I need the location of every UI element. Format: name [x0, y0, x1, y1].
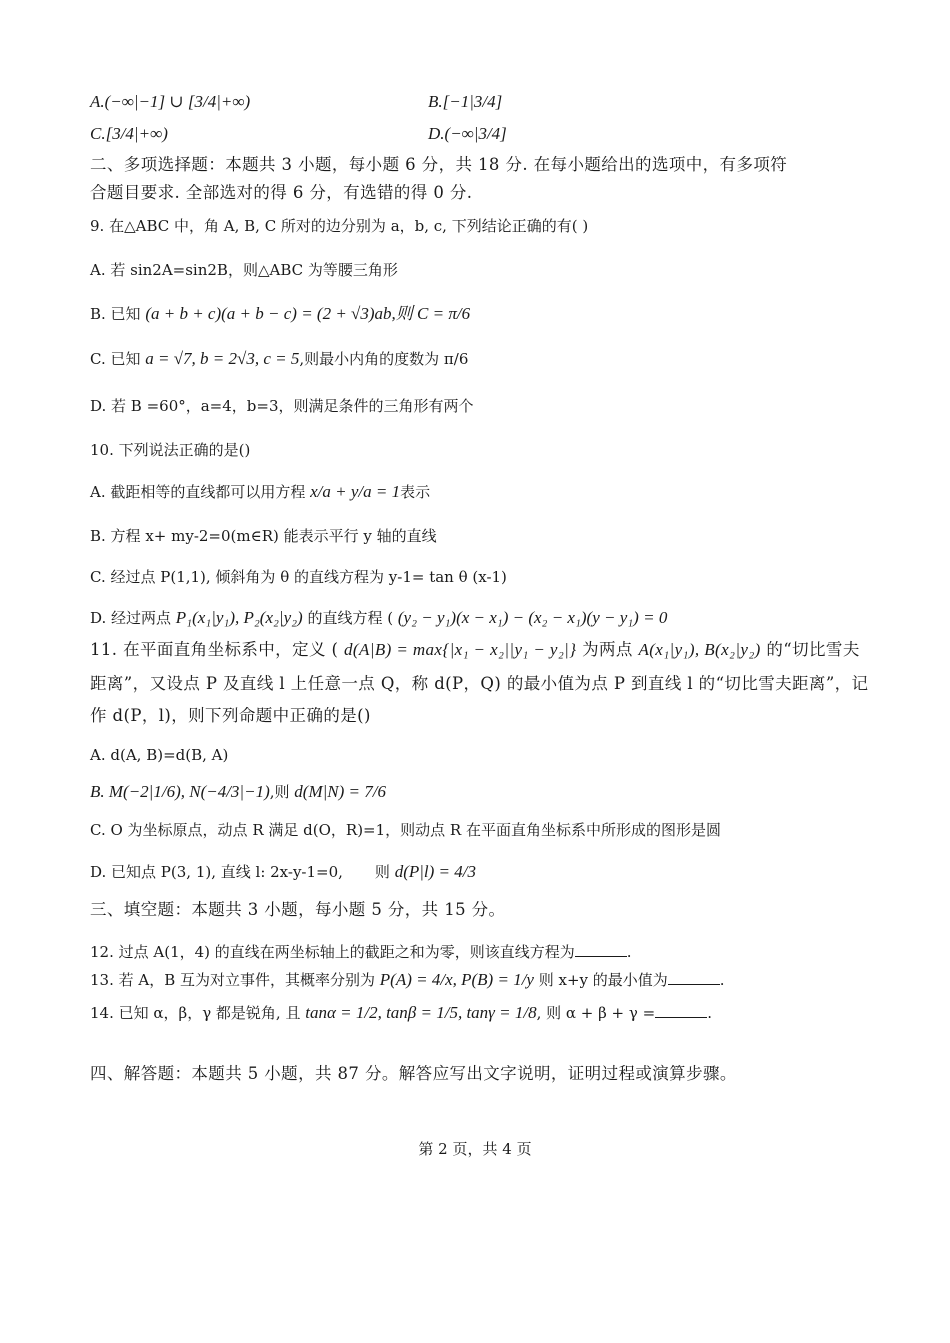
q10-option-a — [90, 482, 430, 502]
q11-stem-line3: 作 d(P，l)，则下列命题中正确的是() — [90, 706, 371, 725]
q11-l1-suffix: 的“切比雪夫 — [760, 640, 860, 659]
q10-option-a-prefix: A. 截距相等的直线都可以用方程 — [90, 483, 311, 501]
q10-option-b: B. 方程 x+ my-2=0(m∈R) 能表示平行 y 轴的直线 — [90, 527, 437, 545]
q9-option-c — [90, 349, 468, 369]
section2-heading-line2: 合题目要求. 全部选对的得 6 分，有选错的得 0 分. — [90, 183, 473, 202]
q14-suffix: , 则 α + β + γ = — [536, 1004, 656, 1022]
q9-stem: 9. 在△ABC 中，角 A, B, C 所对的边分别为 a，b, c, 下列结论正确的有( ) — [90, 217, 589, 235]
section3-heading: 三、填空题：本题共 3 小题，每小题 5 分，共 15 分。 — [90, 900, 506, 919]
q13-answer-blank — [668, 970, 720, 985]
q13-end: . — [719, 971, 725, 989]
q11-option-c: C. O 为坐标原点，动点 R 满足 d(O，R)=1，则动点 R 在平面直角坐标系中所形成的图形是圆 — [90, 821, 721, 839]
q11-option-d — [90, 862, 476, 882]
q11-l1-mid: 为两点 — [576, 640, 639, 659]
q14 — [90, 1003, 712, 1023]
q10-option-d-prefix: D. 经过两点 — [90, 609, 176, 627]
q9-option-c-formula: a = √7, b = 2√3, c = 5 — [145, 349, 300, 368]
q11-option-d-prefix: D. 已知点 P(3, 1), 直线 l: 2x-y-1=0, — [90, 863, 343, 881]
q12 — [90, 942, 632, 962]
q14-answer-blank — [655, 1003, 707, 1018]
q10-option-d-mid: 的直线方程 ( — [302, 609, 398, 627]
q12-answer-blank — [575, 942, 627, 957]
q14-formula: tanα = 1/2, tanβ = 1/5, tanγ = 1/8 — [305, 1003, 537, 1022]
q13-prefix: 13. 若 A，B 互为对立事件，其概率分别为 — [90, 971, 380, 989]
q11-option-d-then: 则 — [374, 863, 395, 881]
q11-stem-line2: 距离”，又设点 P 及直线 l 上任意一点 Q，称 d(P，Q) 的最小值为点 P 到直线 l 的“切比雪夫距离”，记 — [90, 674, 869, 693]
q11-option-a: A. d(A, B)=d(B, A) — [90, 746, 229, 764]
q10-option-d-points: P₁(x₁|y₁), P₂(x₂|y₂) — [175, 608, 303, 627]
q9-option-c-suffix: ,则最小内角的度数为 π/6 — [299, 350, 469, 368]
q9-option-c-prefix: C. 已知 — [90, 350, 146, 368]
page-footer: 第 2 页，共 4 页 — [418, 1140, 532, 1158]
q13-suffix: 则 x+y 的最小值为 — [533, 971, 668, 989]
q8-option-d: D.(−∞|3/4] — [428, 124, 507, 143]
q11-option-b-mid: ,则 — [269, 783, 295, 801]
q10-option-c: C. 经过点 P(1,1), 倾斜角为 θ 的直线方程为 y-1= tan θ (x-1) — [90, 568, 507, 586]
q11-option-b-points: B. M(−2|1/6), N(−4/3|−1) — [90, 782, 270, 801]
q11-option-d-formula: d(P|l) = 4/3 — [394, 862, 477, 881]
q9-option-b-suffix: ,则 C = π/6 — [391, 304, 471, 323]
q8-option-a: A.(−∞|−1] ∪ [3/4|+∞) — [90, 92, 251, 111]
q14-end: . — [707, 1004, 712, 1022]
q12-text: 12. 过点 A(1，4) 的直线在两坐标轴上的截距之和为零，则该直线方程为 — [90, 943, 575, 961]
q11-l1-points: A(x₁|y₁), B(x₂|y₂) — [638, 640, 761, 659]
section2-heading-line1: 二、多项选择题：本题共 3 小题，每小题 6 分，共 18 分. 在每小题给出的选项中，有多项符 — [90, 155, 788, 174]
q11-option-b — [90, 782, 386, 802]
q9-option-a: A. 若 sin2A=sin2B，则△ABC 为等腰三角形 — [90, 261, 398, 279]
q10-option-a-suffix: 表示 — [400, 483, 431, 501]
q9-option-b-formula: (a + b + c)(a + b − c) = (2 + √3)ab — [145, 304, 392, 323]
q10-option-d-equation: (y₂ − y₁)(x − x₁) − (x₂ − x₁)(y − y₁) = 0 — [397, 608, 668, 627]
q13 — [90, 970, 725, 990]
q10-stem: 10. 下列说法正确的是() — [90, 441, 251, 459]
q8-option-b: B.[−1|3/4] — [428, 92, 503, 111]
section4-heading: 四、解答题：本题共 5 小题，共 87 分。解答应写出文字说明，证明过程或演算步骤。 — [90, 1064, 737, 1083]
q11-l1-prefix: 11. 在平面直角坐标系中，定义 ( — [90, 640, 345, 659]
q12-end: . — [626, 943, 632, 961]
q10-option-a-formula: x/a + y/a = 1 — [310, 482, 401, 501]
q14-prefix: 14. 已知 α，β，γ 都是锐角, 且 — [90, 1004, 306, 1022]
q9-option-b — [90, 304, 470, 324]
q11-stem-line1 — [90, 640, 860, 660]
q10-option-d — [90, 608, 667, 628]
q9-option-b-prefix: B. 已知 — [90, 305, 146, 323]
q11-option-b-distance: d(M|N) = 7/6 — [294, 782, 386, 801]
q8-option-c: C.[3/4|+∞) — [90, 124, 168, 143]
q9-option-d: D. 若 B =60°，a=4，b=3，则满足条件的三角形有两个 — [90, 397, 474, 415]
q13-formula: P(A) = 4/x, P(B) = 1/y — [379, 970, 534, 989]
q11-l1-definition: d(A|B) = max{|x₁ − x₂||y₁ − y₂|} — [344, 640, 577, 659]
